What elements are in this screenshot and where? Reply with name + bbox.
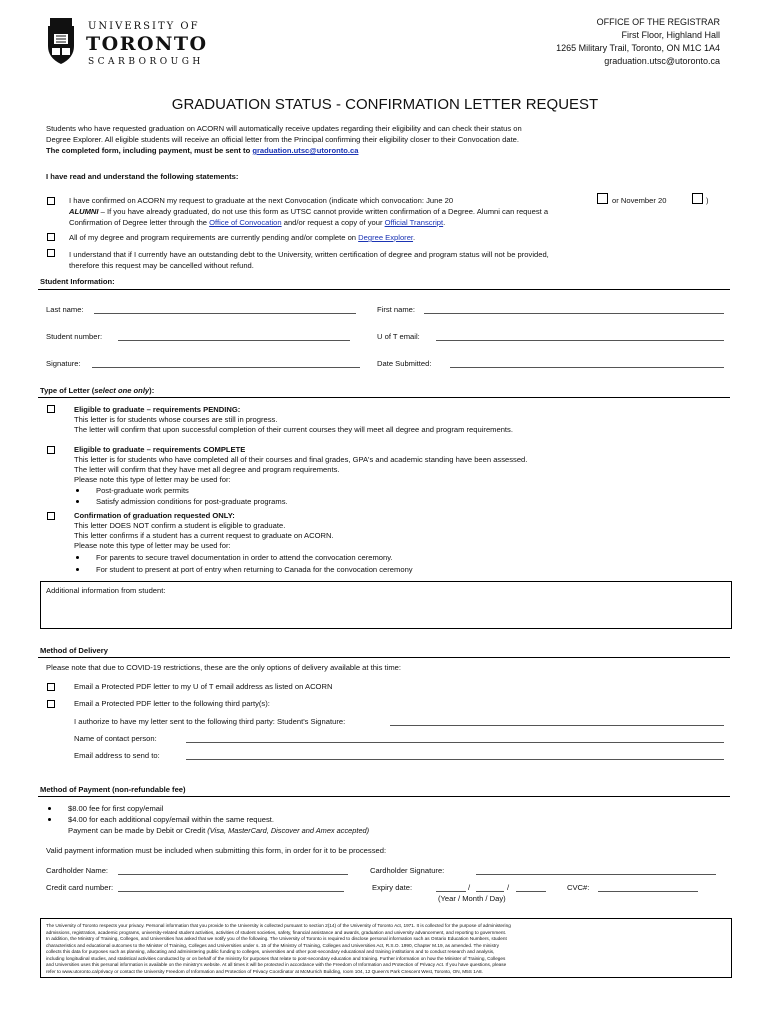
additional-info-label: Additional information from student: <box>46 586 166 595</box>
office-name: OFFICE OF THE REGISTRAR <box>596 17 720 27</box>
letter-complete-bullet2: Satisfy admission conditions for post-graduate programs. <box>96 497 288 506</box>
uoft-email-label: U of T email: <box>377 332 420 341</box>
letter-complete-bullet1: Post-graduate work permits <box>96 486 189 495</box>
expiry-label: Expiry date: <box>372 883 413 892</box>
graduation-email-link[interactable]: graduation.utsc@utoronto.ca <box>252 146 359 155</box>
delivery-uoft-email-label: Email a Protected PDF letter to my U of T email address as listed on ACORN <box>74 682 333 691</box>
expiry-format-hint: (Year / Month / Day) <box>438 894 506 903</box>
letter-complete-line3: Please note this type of letter may be used for: <box>74 475 231 484</box>
university-logo <box>44 16 214 68</box>
privacy-line: In addition, the Ministry of Training, Colleges, and Universities has asked that we notify you of the following. The University of Toronto is required to disclose personal information such as Ontario Education Numbers, student <box>46 936 507 941</box>
letter-complete-line2: The letter will confirm that they have met all degree and program requirements. <box>74 465 340 474</box>
date-submitted-label: Date Submitted: <box>377 359 432 368</box>
letter-pending-line2: The letter will confirm that upon successful completion of their current courses they will meet all degree and program requirements. <box>74 425 513 434</box>
signature-label: Signature: <box>46 359 81 368</box>
first-name-field[interactable] <box>424 313 724 314</box>
delivery-third-party-checkbox[interactable] <box>47 700 55 708</box>
office-of-convocation-link[interactable]: Office of Convocation <box>209 218 282 227</box>
bullet-icon <box>76 500 79 503</box>
letter-type-heading-a: Type of Letter ( <box>40 386 95 395</box>
send-to-email-label: Email address to send to: <box>74 751 160 760</box>
cardholder-signature-field[interactable] <box>476 874 716 875</box>
statement1-text-b: or November 20 <box>612 196 667 205</box>
bullet-icon <box>48 807 51 810</box>
statement1-line3 <box>69 218 445 228</box>
intro-line2: Degree Explorer. All eligible students will receive an official letter from the Principal confirming their eligibility closer to their Convocation date. <box>46 135 520 144</box>
delivery-divider <box>38 657 730 658</box>
statement1-text-c: ) <box>706 196 709 205</box>
authorize-label: I authorize to have my letter sent to the following third party: Student's Signature: <box>74 717 346 726</box>
expiry-sep2: / <box>507 883 510 892</box>
statement2-text-end: . <box>413 233 416 242</box>
letter-pending-checkbox[interactable] <box>47 405 55 413</box>
payment-valid-note: Valid payment information must be included when submitting this form, in order for it to be processed: <box>46 846 387 855</box>
degree-explorer-link[interactable]: Degree Explorer <box>358 233 414 242</box>
delivery-third-party-label: Email a Protected PDF letter to the following third party(s): <box>74 699 270 708</box>
statement2-line <box>69 233 415 243</box>
privacy-notice <box>40 918 732 978</box>
registrar-address <box>556 16 720 68</box>
card-number-label: Credit card number: <box>46 883 114 892</box>
statement2-text: All of my degree and program requirements are currently pending and/or complete on <box>69 233 359 242</box>
logo-line1: UNIVERSITY OF <box>88 21 200 32</box>
send-to-email-field[interactable] <box>186 759 724 760</box>
statement3-checkbox[interactable] <box>47 249 55 257</box>
privacy-line: including longitudinal studies, and statistical activities conducted by or on behalf of the ministry for purposes that relate to post-secondary education and training. Further information on how the Minister of Training, Colleges <box>46 955 506 961</box>
statement1-alumni-text: – If you have already graduated, do not use this form as UTSC cannot provide written confirmation of a Degree. Alumni can request a <box>98 207 549 216</box>
statement1-line3-c: . <box>443 218 446 227</box>
privacy-line: admissions, registration, academic programs, university-related student activities, activities of student societies, safety, financial assistance and awards, graduation and university advancement, and reporting to government. <box>46 929 507 935</box>
alumni-label: ALUMNI <box>69 207 99 216</box>
intro-line3 <box>46 146 358 156</box>
payment-divider <box>38 796 730 797</box>
statements-heading: I have read and understand the following statements: <box>46 172 239 181</box>
cardholder-name-field[interactable] <box>118 874 348 875</box>
last-name-field[interactable] <box>94 313 356 314</box>
privacy-line: refer to www.utoronto.ca/privacy or contact the University Freedom of Information and Protection of Privacy Coordinator at McMurrich Building, room 104, 12 Queen's Park Crescent West, Toronto, ON, M5S 1A8. <box>46 968 483 974</box>
delivery-note: Please note that due to COVID-19 restrictions, these are the only options of delivery available at this time: <box>46 663 401 672</box>
payment-methods-text: Payment can be made by Debit or Credit <box>68 826 208 835</box>
official-transcript-link[interactable]: Official Transcript <box>384 218 444 227</box>
contact-person-field[interactable] <box>186 742 724 743</box>
bullet-icon <box>76 568 79 571</box>
payment-fee-additional: $4.00 for each additional copy/email within the same request. <box>68 815 274 824</box>
letter-complete-line1: This letter is for students who have completed all of their courses and final grades, GPA's and academic standing have been assessed. <box>74 455 528 464</box>
crest-icon <box>44 16 78 66</box>
statement3-line2: therefore this request may be cancelled without refund. <box>69 261 254 270</box>
student-info-divider <box>38 289 730 290</box>
student-number-label: Student number: <box>46 332 103 341</box>
june-year-box[interactable] <box>597 193 608 204</box>
cvc-field[interactable] <box>598 891 698 892</box>
letter-type-divider <box>38 397 730 398</box>
statement1-line3-a: Confirmation of Degree letter through the <box>69 218 210 227</box>
privacy-line: characteristics and educational outcomes to the Minister of Training, Colleges and Universities under s. 15 of the Ministry of Training, Colleges and Universities Act, R.S.O. 1990, Chapter M.19, as amended. The ministry <box>46 942 499 948</box>
accepted-cards: (Visa, MasterCard, Discover and Amex accepted) <box>207 826 370 835</box>
address-line1: First Floor, Highland Hall <box>621 30 720 40</box>
payment-heading: Method of Payment (non-refundable fee) <box>40 785 186 794</box>
november-year-box[interactable] <box>692 193 703 204</box>
statement1-line3-b: and/or request a copy of your <box>281 218 385 227</box>
uoft-email-field[interactable] <box>436 340 724 341</box>
intro-line3-text: The completed form, including payment, must be sent to <box>46 146 253 155</box>
statement2-checkbox[interactable] <box>47 233 55 241</box>
statement1-line2 <box>69 207 548 217</box>
letter-confirmation-line3: Please note this type of letter may be used for: <box>74 541 231 550</box>
privacy-line: collects this data for purposes such as planning, allocating and administering public funding to colleges, universities and other post-secondary educational and training institutions and to conduct research and analysis, <box>46 949 495 954</box>
cardholder-name-label: Cardholder Name: <box>46 866 109 875</box>
letter-type-heading-c: ): <box>149 386 155 395</box>
address-line2: 1265 Military Trail, Toronto, ON M1C 1A4 <box>556 43 720 53</box>
letter-confirmation-line1: This letter DOES NOT confirm a student is eligible to graduate. <box>74 521 286 530</box>
last-name-label: Last name: <box>46 305 84 314</box>
additional-info-box[interactable] <box>40 581 732 629</box>
letter-complete-title: Eligible to graduate – requirements COMPLETE <box>74 445 246 454</box>
privacy-line: and Universities uses this personal information is available on the ministry's website. At all times it will be protected in accordance with the Freedom of Information and Protection of Privacy Act. If you have questions, please <box>46 962 507 967</box>
payment-fee-first: $8.00 fee for first copy/email <box>68 804 164 813</box>
letter-confirmation-bullet2: For student to present at port of entry when returning to Canada for the convocation ceremony <box>96 565 413 574</box>
bullet-icon <box>48 818 51 821</box>
letter-confirmation-checkbox[interactable] <box>47 512 55 520</box>
page-title: GRADUATION STATUS - CONFIRMATION LETTER REQUEST <box>171 96 599 113</box>
contact-person-label: Name of contact person: <box>74 734 157 743</box>
bullet-icon <box>76 556 79 559</box>
office-email: graduation.utsc@utoronto.ca <box>604 56 720 66</box>
date-submitted-field[interactable] <box>450 367 724 368</box>
privacy-line: The University of Toronto respects your privacy. Personal information that you provide to the University is collected pursuant to section 2(14) of the University of Toronto Act, 1971. It is collected for the purpose of administering <box>46 923 511 928</box>
bullet-icon <box>76 489 79 492</box>
expiry-month-field[interactable] <box>476 891 504 892</box>
expiry-sep1: / <box>468 883 471 892</box>
statement1-line1 <box>69 196 453 206</box>
letter-complete-checkbox[interactable] <box>47 446 55 454</box>
letter-confirmation-bullet1: For parents to secure travel documentation in order to attend the convocation ceremony. <box>96 553 393 562</box>
letter-confirmation-line2: This letter confirms if a student has a current request to graduate on ACORN. <box>74 531 334 540</box>
payment-methods <box>68 826 369 836</box>
first-name-label: First name: <box>377 305 415 314</box>
student-number-field[interactable] <box>118 340 350 341</box>
intro-line1: Students who have requested graduation on ACORN will automatically receive updates regarding their eligibility and can check their status on <box>46 124 522 133</box>
expiry-year-field[interactable] <box>436 891 466 892</box>
statement3-line1: I understand that if I currently have an outstanding debt to the University, written certification of degree and program status will not be provided, <box>69 250 549 259</box>
logo-line2: TORONTO <box>86 33 208 55</box>
statement1-text-a: I have confirmed on ACORN my request to graduate at the next Convocation (indicate which convocation: June 20 <box>69 196 454 205</box>
cvc-label: CVC#: <box>567 883 590 892</box>
student-info-heading: Student Information: <box>40 277 115 286</box>
letter-type-heading-b: select one only <box>94 386 150 395</box>
logo-line3: SCARBOROUGH <box>88 57 204 67</box>
statement1-checkbox[interactable] <box>47 197 55 205</box>
delivery-heading: Method of Delivery <box>40 646 108 655</box>
signature-field[interactable] <box>92 367 360 368</box>
student-signature-field[interactable] <box>390 725 724 726</box>
card-number-field[interactable] <box>118 891 344 892</box>
delivery-uoft-email-checkbox[interactable] <box>47 683 55 691</box>
letter-type-heading <box>40 386 154 396</box>
cardholder-signature-label: Cardholder Signature: <box>370 866 445 875</box>
letter-confirmation-title: Confirmation of graduation requested ONLY: <box>74 511 235 520</box>
letter-pending-title: Eligible to graduate – requirements PENDING: <box>74 405 241 414</box>
expiry-day-field[interactable] <box>516 891 546 892</box>
letter-pending-line1: This letter is for students whose courses are still in progress. <box>74 415 278 424</box>
